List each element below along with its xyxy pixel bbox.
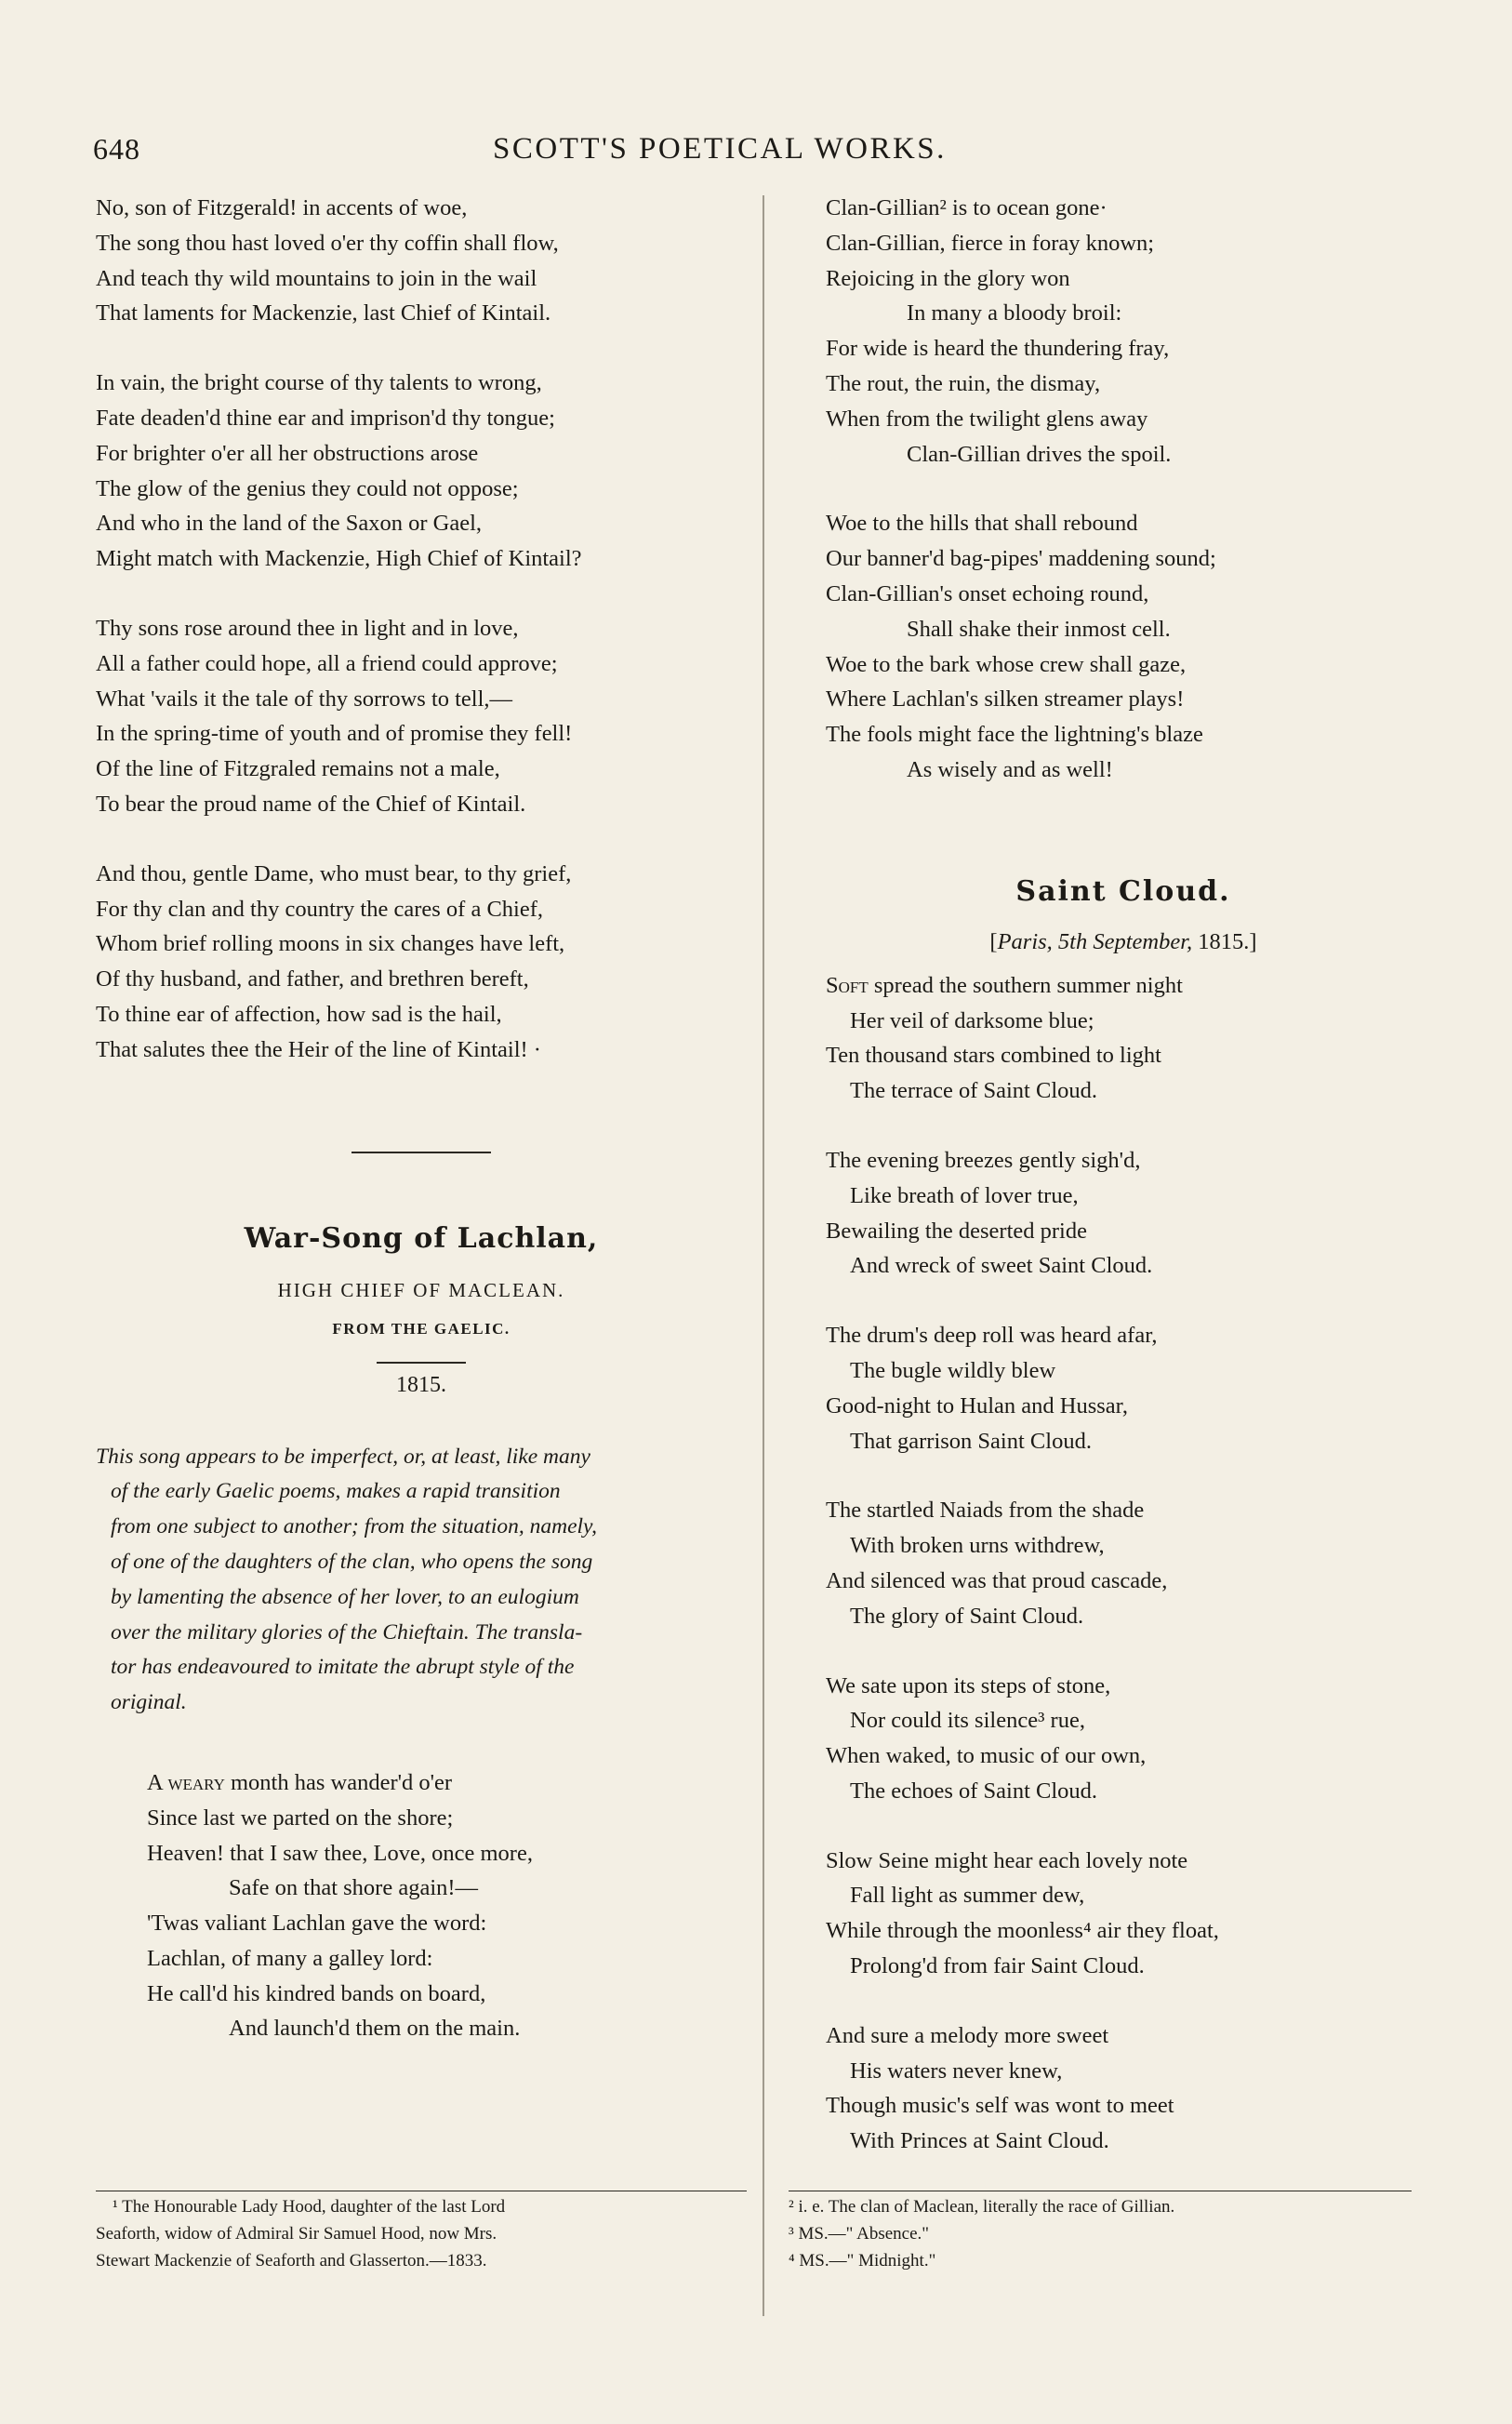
verse-line: No, son of Fitzgerald! in accents of woe, bbox=[96, 195, 468, 220]
saint-cloud-stanza-2 bbox=[826, 1143, 1421, 1284]
war-song-stanza-3 bbox=[826, 506, 1421, 787]
initial-words: A weary bbox=[147, 1769, 225, 1795]
running-head: SCOTT'S POETICAL WORKS. bbox=[493, 132, 947, 166]
saint-cloud-stanza-4 bbox=[826, 1493, 1421, 1633]
verse-line: Clan-Gillian drives the spoil. bbox=[907, 441, 1172, 467]
footnote-line: Stewart Mackenzie of Seaforth and Glasserton.—1833. bbox=[96, 2251, 487, 2271]
footnote-line: ¹ The Honourable Lady Hood, daughter of the last Lord bbox=[113, 2197, 506, 2217]
verse-line: In vain, the bright course of thy talents to wrong, bbox=[96, 370, 542, 396]
verse-line: Clan-Gillian's onset echoing round, bbox=[826, 580, 1149, 606]
verse-line: The bugle wildly blew bbox=[850, 1357, 1056, 1383]
verse-line: He call'd his kindred bands on board, bbox=[147, 1980, 486, 2006]
verse-line: Ten thousand stars combined to light bbox=[826, 1043, 1161, 1069]
verse-line: The evening breezes gently sigh'd, bbox=[826, 1147, 1141, 1173]
verse-line: The glow of the genius they could not oppose; bbox=[96, 475, 519, 501]
verse-line: With Princes at Saint Cloud. bbox=[850, 2128, 1109, 2154]
footnote-line: ² i. e. The clan of Maclean, literally the race of Gillian. bbox=[789, 2197, 1175, 2217]
verse-line: With broken urns withdrew, bbox=[850, 1533, 1105, 1559]
verse-line: Where Lachlan's silken streamer plays! bbox=[826, 686, 1185, 713]
war-song-stanza-1 bbox=[96, 1765, 747, 2046]
verse-line: And silenced was that proud cascade, bbox=[826, 1567, 1168, 1593]
left-column bbox=[96, 191, 747, 2046]
poem-source: FROM THE GAELIC. bbox=[332, 1319, 511, 1338]
saint-cloud-stanza-5 bbox=[826, 1669, 1421, 1809]
poem-subtitle: HIGH CHIEF OF MACLEAN. bbox=[277, 1278, 565, 1301]
verse-line: Fate deaden'd thine ear and imprison'd thy tongue; bbox=[96, 405, 555, 431]
note-line: over the military glories of the Chieftain. The transla- bbox=[111, 1619, 583, 1645]
verse-line: Fall light as summer dew, bbox=[850, 1883, 1085, 1909]
verse-line: Prolong'd from fair Saint Cloud. bbox=[850, 1953, 1145, 1979]
lament-stanza-4 bbox=[96, 857, 747, 1068]
lament-stanza-2 bbox=[96, 366, 747, 577]
verse-line: That laments for Mackenzie, last Chief of Kintail. bbox=[96, 300, 551, 326]
right-column bbox=[826, 191, 1421, 2159]
note-line: by lamenting the absence of her lover, to an eulogium bbox=[111, 1584, 579, 1609]
verse-line: To thine ear of affection, how sad is the hail, bbox=[96, 1001, 502, 1027]
verse-line: Her veil of darksome blue; bbox=[850, 1007, 1094, 1033]
column-divider bbox=[763, 195, 764, 2316]
saint-cloud-stanza-3 bbox=[826, 1318, 1421, 1458]
verse-line: Since last we parted on the shore; bbox=[147, 1805, 454, 1831]
verse-line: And teach thy wild mountains to join in the wail bbox=[96, 265, 537, 291]
year-rule bbox=[377, 1362, 466, 1401]
lament-stanza-1 bbox=[96, 191, 747, 331]
verse-line: And who in the land of the Saxon or Gael, bbox=[96, 511, 483, 537]
verse-line: In the spring-time of youth and of promise they fell! bbox=[96, 721, 573, 747]
verse-line: Slow Seine might hear each lovely note bbox=[826, 1847, 1188, 1873]
footnotes-left bbox=[96, 2193, 747, 2274]
verse-line: Woe to the bark whose crew shall gaze, bbox=[826, 651, 1187, 677]
poem-dateline: [Paris, 5th September, 1815.] bbox=[989, 928, 1257, 954]
footnote-line: Seaforth, widow of Admiral Sir Samuel Hood, now Mrs. bbox=[96, 2224, 497, 2244]
verse-line: And thou, gentle Dame, who must bear, to thy grief, bbox=[96, 860, 572, 886]
lament-poem bbox=[96, 191, 747, 1068]
verse-line: Thy sons rose around thee in light and in love, bbox=[96, 615, 519, 641]
verse-line: While through the moonless⁴ air they float, bbox=[826, 1918, 1219, 1944]
verse-line: Safe on that shore again!— bbox=[229, 1875, 479, 1901]
verse-line: The glory of Saint Cloud. bbox=[850, 1603, 1084, 1629]
footnote-line: ⁴ MS.—" Midnight." bbox=[789, 2251, 936, 2271]
note-line: of the early Gaelic poems, makes a rapid transition bbox=[111, 1479, 561, 1504]
poem-title: Saint Cloud. bbox=[1015, 874, 1231, 908]
saint-cloud-stanza-1 bbox=[826, 968, 1421, 1109]
verse-line: In many a bloody broil: bbox=[907, 300, 1122, 326]
note-line: from one subject to another; from the situation, namely, bbox=[111, 1514, 598, 1539]
verse-line: For thy clan and thy country the cares of a Chief, bbox=[96, 896, 544, 922]
poem-title: War-Song of Lachlan, bbox=[244, 1221, 599, 1255]
verse-line: When waked, to music of our own, bbox=[826, 1743, 1147, 1769]
verse-line: The fools might face the lightning's blaze bbox=[826, 722, 1203, 748]
verse-line: Might match with Mackenzie, High Chief of Kintail? bbox=[96, 546, 582, 572]
verse-line: Bewailing the deserted pride bbox=[826, 1218, 1087, 1244]
saint-cloud-stanza-7 bbox=[826, 2018, 1421, 2159]
verse-line: Though music's self was wont to meet bbox=[826, 2093, 1174, 2119]
verse-line: Clan-Gillian² is to ocean gone· bbox=[826, 195, 1107, 220]
verse-line: Whom brief rolling moons in six changes have left, bbox=[96, 931, 565, 957]
verse-line: And launch'd them on the main. bbox=[229, 2016, 521, 2042]
verse-line: Rejoicing in the glory won bbox=[826, 265, 1070, 291]
note-line: This song appears to be imperfect, or, at least, like many bbox=[96, 1444, 590, 1469]
note-line: tor has endeavoured to imitate the abrupt style of the bbox=[111, 1655, 575, 1680]
war-song-header bbox=[96, 1220, 747, 1401]
verse-line: Good-night to Hulan and Hussar, bbox=[826, 1392, 1128, 1418]
verse-line: A weary month has wander'd o'er bbox=[147, 1769, 453, 1795]
poem-year: 1815. bbox=[396, 1372, 446, 1397]
note-line: original. bbox=[111, 1690, 187, 1715]
verse-line: The drum's deep roll was heard afar, bbox=[826, 1323, 1158, 1349]
verse-line: When from the twilight glens away bbox=[826, 406, 1148, 432]
verse-line: The song thou hast loved o'er thy coffin shall flow, bbox=[96, 230, 559, 256]
footnotes-right bbox=[789, 2193, 1421, 2274]
war-song-stanza-2 bbox=[826, 191, 1421, 472]
introductory-note bbox=[96, 1440, 747, 1721]
verse-line: The terrace of Saint Cloud. bbox=[850, 1078, 1098, 1104]
verse-line: Soft spread the southern summer night bbox=[826, 972, 1183, 998]
verse-line: That garrison Saint Cloud. bbox=[850, 1428, 1092, 1454]
verse-line: Shall shake their inmost cell. bbox=[907, 616, 1171, 642]
verse-line: The startled Naiads from the shade bbox=[826, 1498, 1145, 1524]
footnote-line: ³ MS.—" Absence." bbox=[789, 2224, 930, 2244]
verse-line: The rout, the ruin, the dismay, bbox=[826, 370, 1101, 396]
verse-line: Lachlan, of many a galley lord: bbox=[147, 1945, 433, 1971]
note-line: of one of the daughters of the clan, who opens the song bbox=[111, 1549, 593, 1574]
verse-line: His waters never knew, bbox=[850, 2058, 1063, 2084]
saint-cloud-stanza-6 bbox=[826, 1844, 1421, 1984]
lament-stanza-3 bbox=[96, 611, 747, 822]
verse-line: And wreck of sweet Saint Cloud. bbox=[850, 1253, 1153, 1279]
date-place: Paris, 5th September, bbox=[997, 928, 1193, 954]
verse-line: Woe to the hills that shall rebound bbox=[826, 511, 1138, 537]
initial-word: Soft bbox=[826, 972, 869, 998]
verse-line: Nor could its silence³ rue, bbox=[850, 1708, 1085, 1734]
page-number: 648 bbox=[93, 132, 140, 166]
date-year: 1815. bbox=[1198, 928, 1250, 954]
verse-line: That salutes thee the Heir of the line of Kintail! · bbox=[96, 1036, 541, 1062]
verse-line: Our banner'd bag-pipes' maddening sound; bbox=[826, 546, 1216, 572]
verse-line: For brighter o'er all her obstructions arose bbox=[96, 440, 479, 466]
verse-line: As wisely and as well! bbox=[907, 756, 1113, 782]
verse-line: The echoes of Saint Cloud. bbox=[850, 1778, 1098, 1804]
verse-line: For wide is heard the thundering fray, bbox=[826, 336, 1170, 362]
verse-line: What 'vails it the tale of thy sorrows to tell,— bbox=[96, 686, 513, 712]
verse-line: Of the line of Fitzgraled remains not a male, bbox=[96, 756, 500, 782]
verse-line: All a father could hope, all a friend could approve; bbox=[96, 650, 558, 676]
verse-line: 'Twas valiant Lachlan gave the word: bbox=[147, 1911, 487, 1937]
verse-line: We sate upon its steps of stone, bbox=[826, 1672, 1111, 1698]
verse-line: To bear the proud name of the Chief of Kintail. bbox=[96, 791, 526, 817]
verse-line: Heaven! that I saw thee, Love, once more, bbox=[147, 1840, 533, 1866]
page-header bbox=[93, 132, 1014, 179]
verse-line: Like breath of lover true, bbox=[850, 1182, 1079, 1208]
verse-line: And sure a melody more sweet bbox=[826, 2022, 1109, 2048]
verse-line: Of thy husband, and father, and brethren bereft, bbox=[96, 966, 529, 992]
verse-line: Clan-Gillian, fierce in foray known; bbox=[826, 230, 1155, 256]
